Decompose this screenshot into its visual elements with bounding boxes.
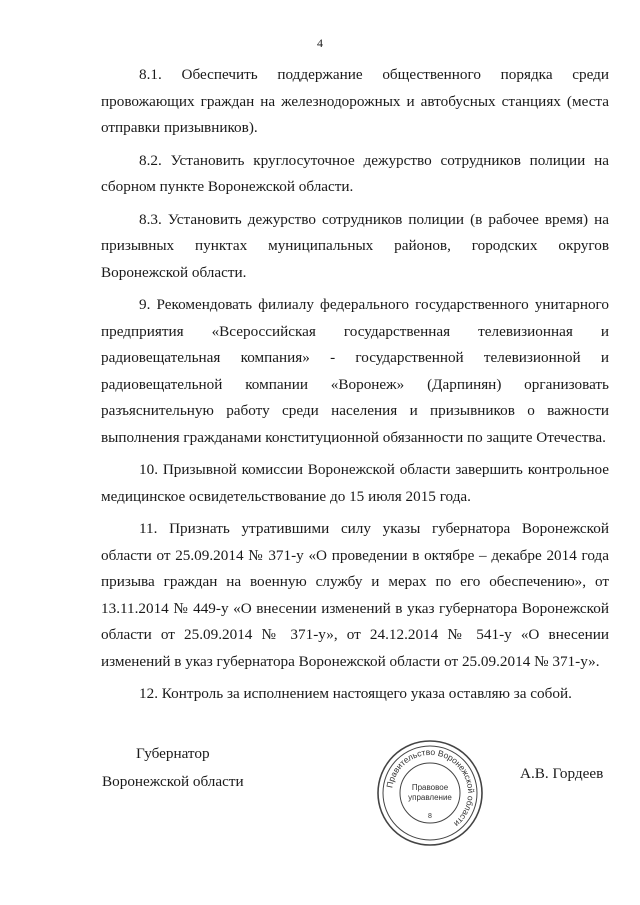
- signatory-name: А.В. Гордеев: [520, 765, 604, 782]
- stamp-inner-line2: управление: [408, 793, 452, 802]
- stamp-inner-line1: Правовое: [411, 783, 449, 792]
- paragraph-10: 10. Призывной комиссии Воронежской области завершить контрольное медицинское освидетельствование до 15 июля 2015 года.: [101, 461, 609, 505]
- paragraph-8-3: 8.3. Установить дежурство сотрудников полиции (в рабочее время) на призывных пунктах муниципальных районов, городских округов Воронежской области.: [101, 210, 609, 281]
- paragraph-9: 9. Рекомендовать филиалу федерального государственного унитарного предприятия «Всероссийская государственная телевизионная и радиовещательная компания» - государственной телевизионной и радиовещательной компании «Воронеж» (Дарпинян) организовать разъяснительную работу среди населения и призывников о важности выполнения гражданами конституционной обязанности по защите Отечества.: [101, 296, 609, 446]
- paragraph-12: 12. Контроль за исполнением настоящего указа оставляю за собой.: [139, 685, 572, 702]
- stamp-number: 8: [428, 813, 432, 820]
- paragraph-11: 11. Признать утратившими силу указы губернатора Воронежской области от 25.09.2014 № 371-у «О проведении в октябре – декабре 2014 года призыва граждан на военную службу и мерах по его обеспечению», от 13.11.2014 № 449-у «О внесении изменений в указ губернатора Воронежской области от 25.09.2014 № 371-у», от 24.12.2014 № 541-у «О внесении изменений в указ губернатора Воронежской области от 25.09.2014 № 371-у».: [101, 520, 609, 670]
- paragraph-8-1: 8.1. Обеспечить поддержание общественного порядка среди провожающих граждан на железнодорожных и автобусных станциях (места отправки призывников).: [101, 66, 609, 136]
- document-body: [101, 62, 609, 714]
- official-stamp: [374, 738, 486, 848]
- signatory-block: [102, 740, 244, 796]
- stamp-outer-text: Правительство Воронежской области: [384, 746, 477, 830]
- signatory-title: Губернатор: [136, 745, 210, 762]
- page-number: 4: [317, 36, 323, 50]
- paragraph-8-2: 8.2. Установить круглосуточное дежурство сотрудников полиции на сборном пункте Воронежской области.: [101, 151, 609, 195]
- signatory-region: Воронежской области: [102, 773, 244, 790]
